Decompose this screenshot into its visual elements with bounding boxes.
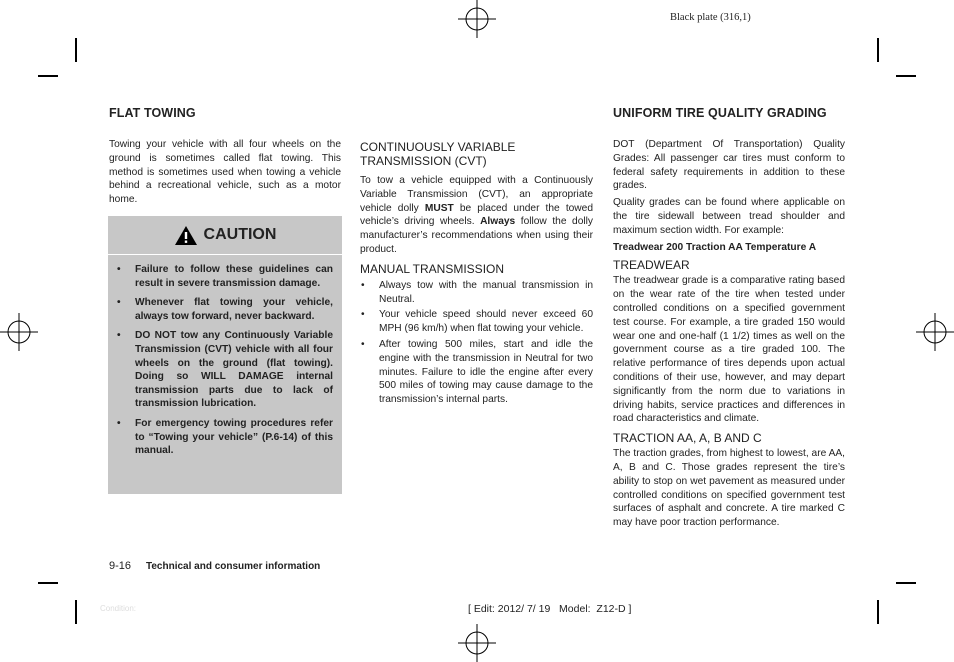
crop-mark-icon (75, 600, 77, 624)
cvt-text: be placed under the towed vehicle’s driving wheels. (360, 202, 593, 228)
caution-item: • For emergency towing procedures refer to “Towing your vehicle” (P.6-14) of this manual. (116, 417, 333, 458)
dot-paragraph: DOT (Department Of Transportation) Quality Grades: All passenger car tires must conform to federal safety requirements in addition to these grades. (613, 139, 845, 192)
cvt-text: follow the dolly manufacturer’s recommendations when using their product. (360, 216, 593, 255)
crop-mark-icon (75, 38, 77, 62)
registration-mark-icon (458, 624, 496, 662)
flat-towing-heading: FLAT TOWING (109, 106, 196, 120)
crop-mark-icon (38, 75, 58, 77)
cvt-text: To tow a vehicle equipped with a Continuously Variable Transmission (CVT), an appropriate vehicle dolly (360, 175, 593, 214)
caution-title: CAUTION (203, 226, 277, 243)
registration-mark-icon (458, 0, 496, 38)
manual-item: • Your vehicle speed should never exceed 60 MPH (96 km/h) when flat towing your vehicle. (360, 308, 593, 336)
crop-mark-icon (38, 582, 58, 584)
cvt-must: MUST (424, 202, 454, 214)
edit-info: [ Edit: 2012/ 7/ 19 Model: Z12-D ] (468, 603, 632, 615)
treadwear-paragraph: The treadwear grade is a comparative rating based on the wear rate of the tire when tested under controlled conditions on a specified government test course. For example, a tire graded 150 would wear one and one-half (1 1/2) times as well on the government course as a tire graded 100. The relative performance of tires depends upon actual conditions of their use, however, and may depart significantly from the norm due to variations in driving habits, service practices and differences in road characteristics and climate. (613, 275, 845, 425)
crop-mark-icon (877, 600, 879, 624)
caution-item: • Failure to follow these guidelines can result in severe transmission damage. (116, 263, 333, 290)
page-number: 9-16 (109, 560, 132, 572)
caution-box (108, 216, 342, 494)
traction-paragraph: The traction grades, from highest to lowest, are AA, A, B and C. Those grades represent the tire’s ability to stop on wet pavement as measured under controlled conditions on specified government test surfaces of asphalt and concrete. A tire marked C may have poor traction performance. (613, 448, 845, 529)
crop-mark-icon (896, 75, 916, 77)
manual-list (360, 279, 593, 407)
caution-item: • Whenever flat towing your vehicle, always tow forward, never backward. (116, 296, 333, 323)
caution-list (108, 255, 342, 458)
treadwear-heading: TREADWEAR (613, 258, 690, 273)
cvt-always: Always (480, 216, 516, 228)
registration-mark-icon (0, 313, 38, 351)
tire-grading-heading: UNIFORM TIRE QUALITY GRADING (613, 106, 827, 120)
manual-item: • After towing 500 miles, start and idle the engine with the transmission in Neutral for two minutes. Failure to idle the engine after every 500 miles of towing may cause damage to the transmission’s internal parts. (360, 338, 593, 407)
plate-label: Black plate (316,1) (670, 12, 751, 23)
grade-example: Treadwear 200 Traction AA Temperature A (613, 241, 817, 253)
cvt-paragraph (360, 174, 593, 257)
traction-heading: TRACTION AA, A, B AND C (613, 431, 762, 446)
caution-header (108, 216, 342, 255)
warning-triangle-icon (174, 225, 198, 246)
manual-heading: MANUAL TRANSMISSION (360, 261, 505, 276)
cvt-heading: CONTINUOUSLY VARIABLE TRANSMISSION (CVT) (360, 140, 516, 168)
flat-towing-intro: Towing your vehicle with all four wheels on the ground is sometimes called flat towing. This method is sometimes used when towing a vehicle behind a recreational vehicle, such as a motor home. (109, 139, 341, 206)
condition-label: Condition: (100, 604, 137, 613)
registration-mark-icon (916, 313, 954, 351)
caution-item: • DO NOT tow any Continuously Variable Transmission (CVT) vehicle with all four wheels on the ground (flat towing). Doing so WILL DAMAGE internal transmission parts due to lack of transmission lubrication. (116, 329, 333, 411)
quality-paragraph: Quality grades can be found where applicable on the tire sidewall between tread shoulder and maximum section width. For example: (613, 197, 845, 236)
middle-column (360, 140, 593, 407)
crop-mark-icon (877, 38, 879, 62)
crop-mark-icon (896, 582, 916, 584)
right-column (613, 138, 845, 530)
section-title: Technical and consumer information (146, 561, 321, 572)
manual-item: • Always tow with the manual transmission in Neutral. (360, 279, 593, 307)
